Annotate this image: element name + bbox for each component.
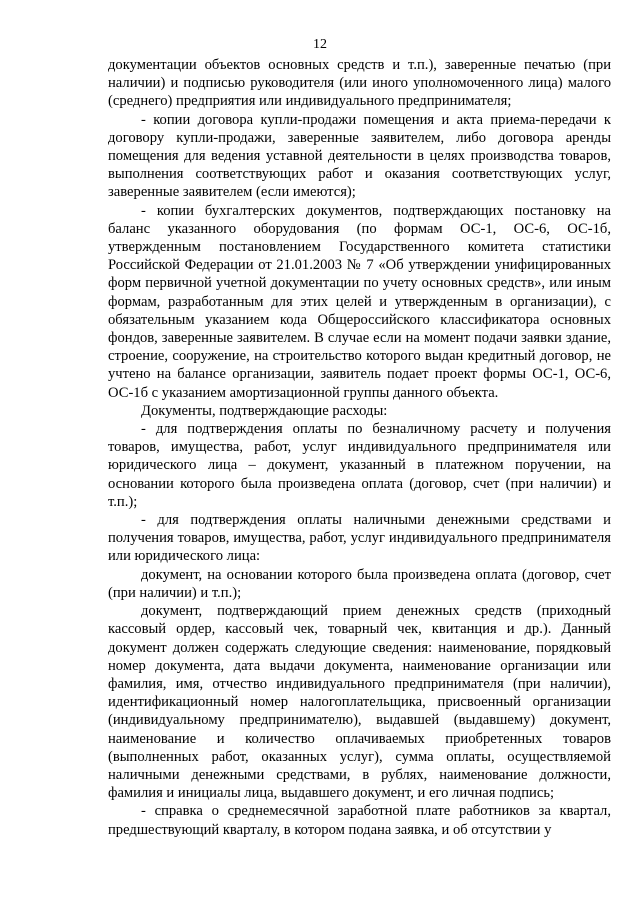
paragraph-payment-basis-document: документ, на основании которого была произведена оплата (договор, счет (при наличии) и т.п.); [108,566,611,601]
paragraph-cash-receipt-document: документ, подтверждающий прием денежных средств (приходный кассовый ордер, кассовый чек, товарный чек, квитанция и др.). Данный документ должен содержать следующие сведения: наименование, порядковый номер документа, дата выдачи документа, наименование организации или фамилия, имя, отчество индивидуального предпринимателя (при наличии), идентификационный номер налогоплательщика, присвоенный организации (индивидуальному предпринимателю), выдавшей (выдавшему) документ, наименование и количество оплачиваемых приобретенных товаров (выполненных работ, оказанных услуг), сумма оплаты, осуществляемой наличными денежными средствами, в рублях, наименование должности, фамилия и инициалы лица, выдавшего документ, и его личная подпись; [108,603,611,802]
paragraph-purchase-contract: - копии договора купли-продажи помещения и акта приема-передачи к договору купли-продажи, заверенные заявителем, либо договора аренды помещения для ведения уставной деятельности в целях производства товаров, выполнения соответствующих работ и оказания соответствующих услуг, заверенные заявителем (если имеются); [108,111,611,201]
paragraph-accounting-documents: - копии бухгалтерских документов, подтверждающих постановку на баланс указанного оборудования (по формам ОС-1, ОС-6, ОС-1б, утвержденным постановлением Государственного комитета статистики Российской Федерации от 21.01.2003 № 7 «Об утверждении унифицированных форм первичной учетной документации по учету основных средств», или иным формам, разработанным для этих целей и утвержденным в организации), с обязательным указанием кода Общероссийского классификатора основных фондов, заверенные заявителем. В случае если на момент подачи заявки здание, строение, сооружение, на строительство которого выдан кредитный договор, не учтено на балансе организации, заявитель подает проект формы ОС-1, ОС-6, ОС-1б с указанием амортизационной группы данного объекта. [108,202,611,401]
paragraph-continuation: документации объектов основных средств и т.п.), заверенные печатью (при наличии) и подписью руководителя (или иного уполномоченного лица) малого (среднего) предприятия или индивидуального предпринимателя; [108,57,611,110]
paragraph-cashless-payment: - для подтверждения оплаты по безналичному расчету и получения товаров, имущества, работ, услуг индивидуального предпринимателя или юридического лица – документ, указанный в платежном поручении, на основании которого была произведена оплата (договор, счет (при наличии) и т.п.); [108,421,611,510]
paragraph-cash-payment: - для подтверждения оплаты наличными денежными средствами и получения товаров, имущества, работ, услуг индивидуального предпринимателя или юридического лица: [108,512,611,565]
paragraph-salary-certificate: - справка о среднемесячной заработной плате работников за квартал, предшествующий кварталу, в котором подана заявка, и об отсутствии у [108,803,611,838]
document-body [108,56,611,839]
page-number: 12 [313,37,327,52]
paragraph-expense-documents-heading: Документы, подтверждающие расходы: [141,402,388,419]
